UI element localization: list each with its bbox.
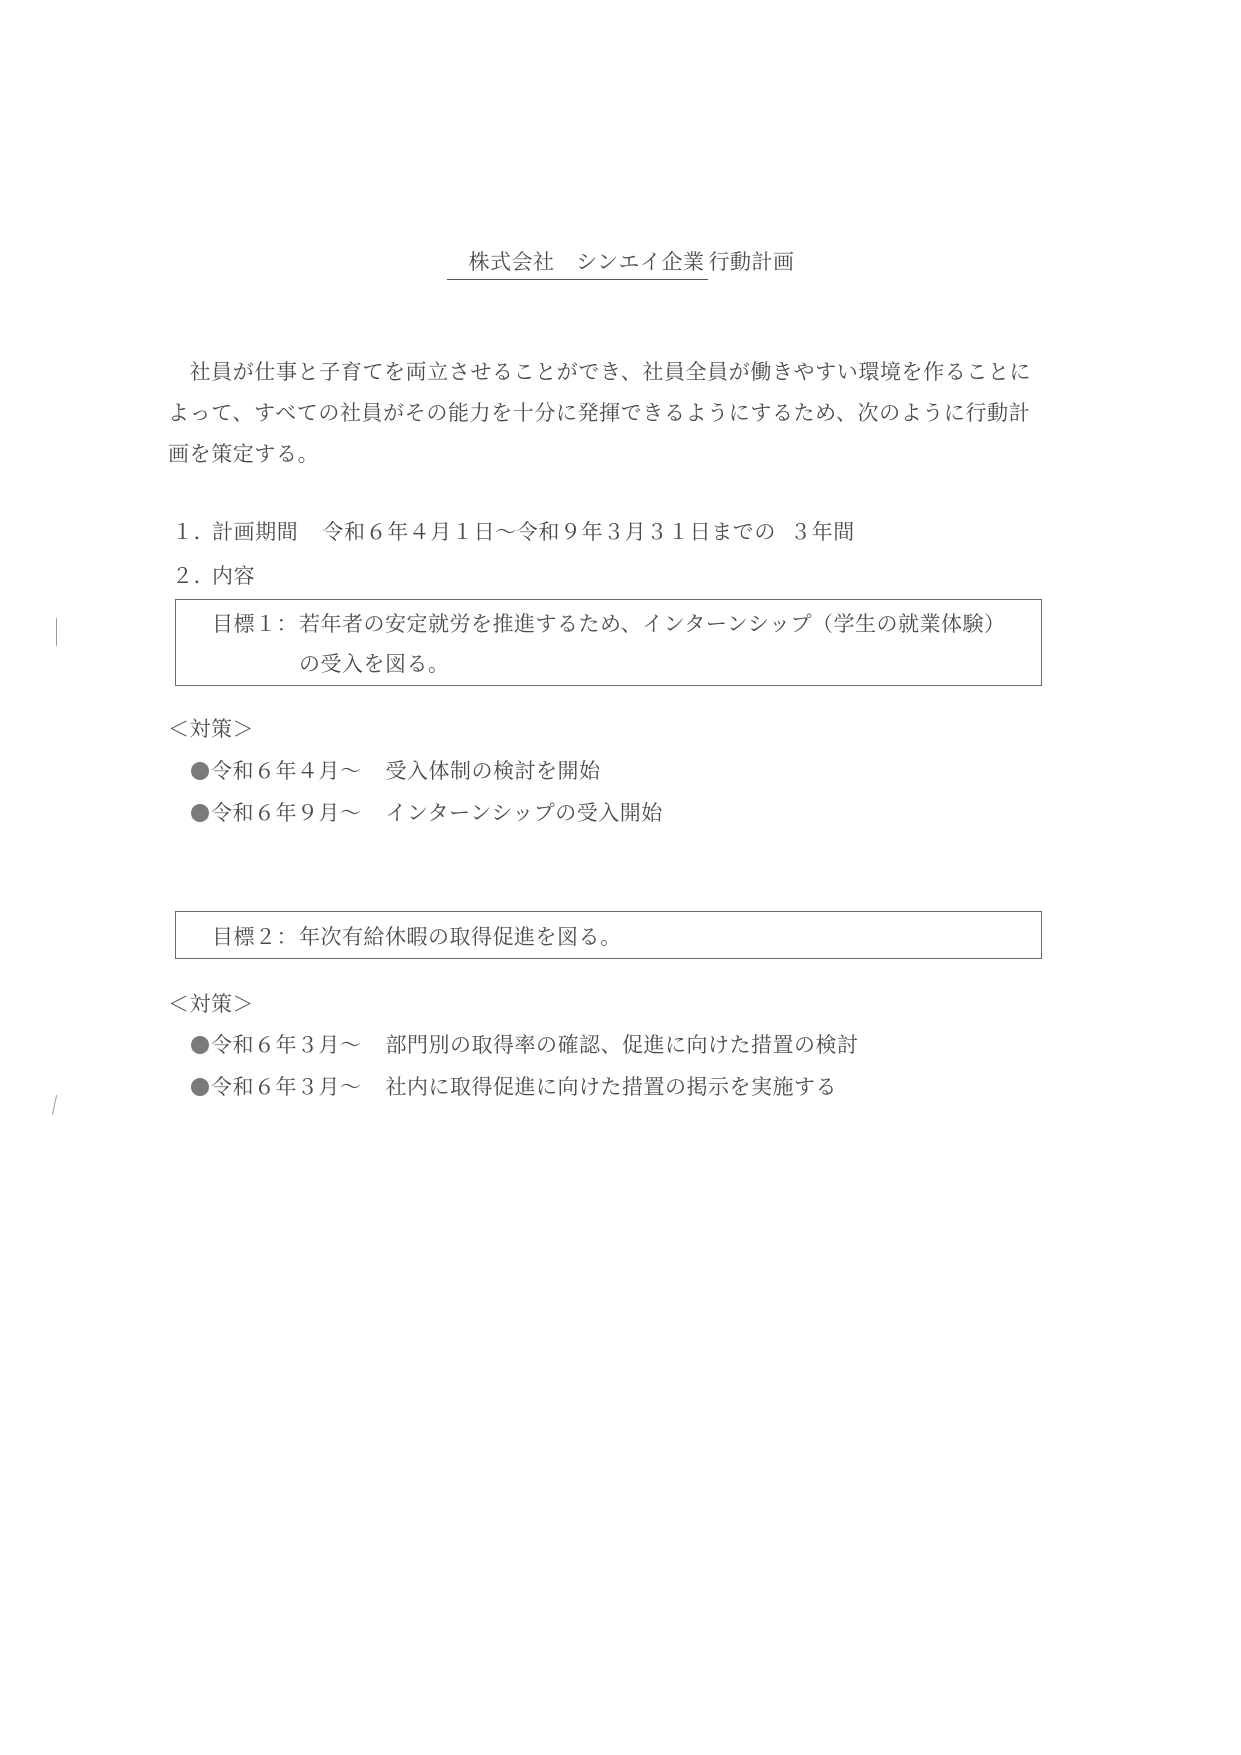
measure-date: 令和６年３月～ — [211, 1075, 362, 1099]
goal-text: 若年者の安定就労を推進するため、インターンシップ（学生の就業体験） — [299, 612, 1006, 636]
scan-artifact — [56, 618, 57, 646]
section-number: ２． — [172, 564, 216, 588]
goal-label: 目標２： — [212, 925, 298, 949]
title-suffix: 行動計画 — [708, 250, 795, 274]
plan-period-value: 令和６年４月１日～令和９年３月３１日までの — [322, 520, 777, 544]
intro-paragraph — [168, 352, 1068, 475]
contents-label: 内容 — [212, 564, 256, 588]
measure-item — [191, 1071, 837, 1101]
scan-artifact — [52, 1095, 57, 1115]
bullet-icon — [191, 1036, 209, 1054]
intro-line: 社員が仕事と子育てを両立させることができ、社員全員が働きやすい環境を作ることに — [168, 360, 1032, 384]
intro-line: よって、すべての社員がその能力を十分に発揮できるようにするため、次のように行動計 — [168, 401, 1031, 425]
bullet-icon — [191, 1078, 209, 1096]
document-title — [0, 246, 1241, 280]
measure-text: 受入体制の検討を開始 — [385, 759, 601, 783]
measures-heading: ＜対策＞ — [168, 717, 254, 741]
section-number: １． — [172, 520, 216, 544]
measures-heading: ＜対策＞ — [168, 992, 254, 1016]
measure-date: 令和６年３月～ — [211, 1033, 362, 1057]
measure-date: 令和６年４月～ — [211, 759, 362, 783]
goal-box — [175, 599, 1042, 686]
measure-text: 部門別の取得率の確認、促進に向けた措置の検討 — [385, 1033, 859, 1057]
measure-text: 社内に取得促進に向けた措置の掲示を実施する — [385, 1075, 837, 1099]
measure-text: インターンシップの受入開始 — [385, 801, 663, 825]
plan-period-label: 計画期間 — [212, 520, 299, 544]
bullet-icon — [191, 762, 209, 780]
contents-heading — [172, 560, 255, 590]
company-name: 株式会社 シンエイ企業 — [447, 246, 709, 280]
plan-period — [172, 516, 855, 546]
plan-period-duration: ３年間 — [790, 520, 855, 544]
measure-item — [191, 1029, 859, 1059]
bullet-icon — [191, 804, 209, 822]
goal-text: の受入を図る。 — [299, 652, 450, 676]
goal-text: 年次有給休暇の取得促進を図る。 — [299, 925, 622, 949]
goal-box — [175, 911, 1042, 959]
measure-item — [191, 797, 663, 827]
goal-label: 目標１： — [212, 612, 298, 636]
measure-date: 令和６年９月～ — [211, 801, 362, 825]
intro-line: 画を策定する。 — [168, 442, 320, 466]
measure-item — [191, 755, 601, 785]
